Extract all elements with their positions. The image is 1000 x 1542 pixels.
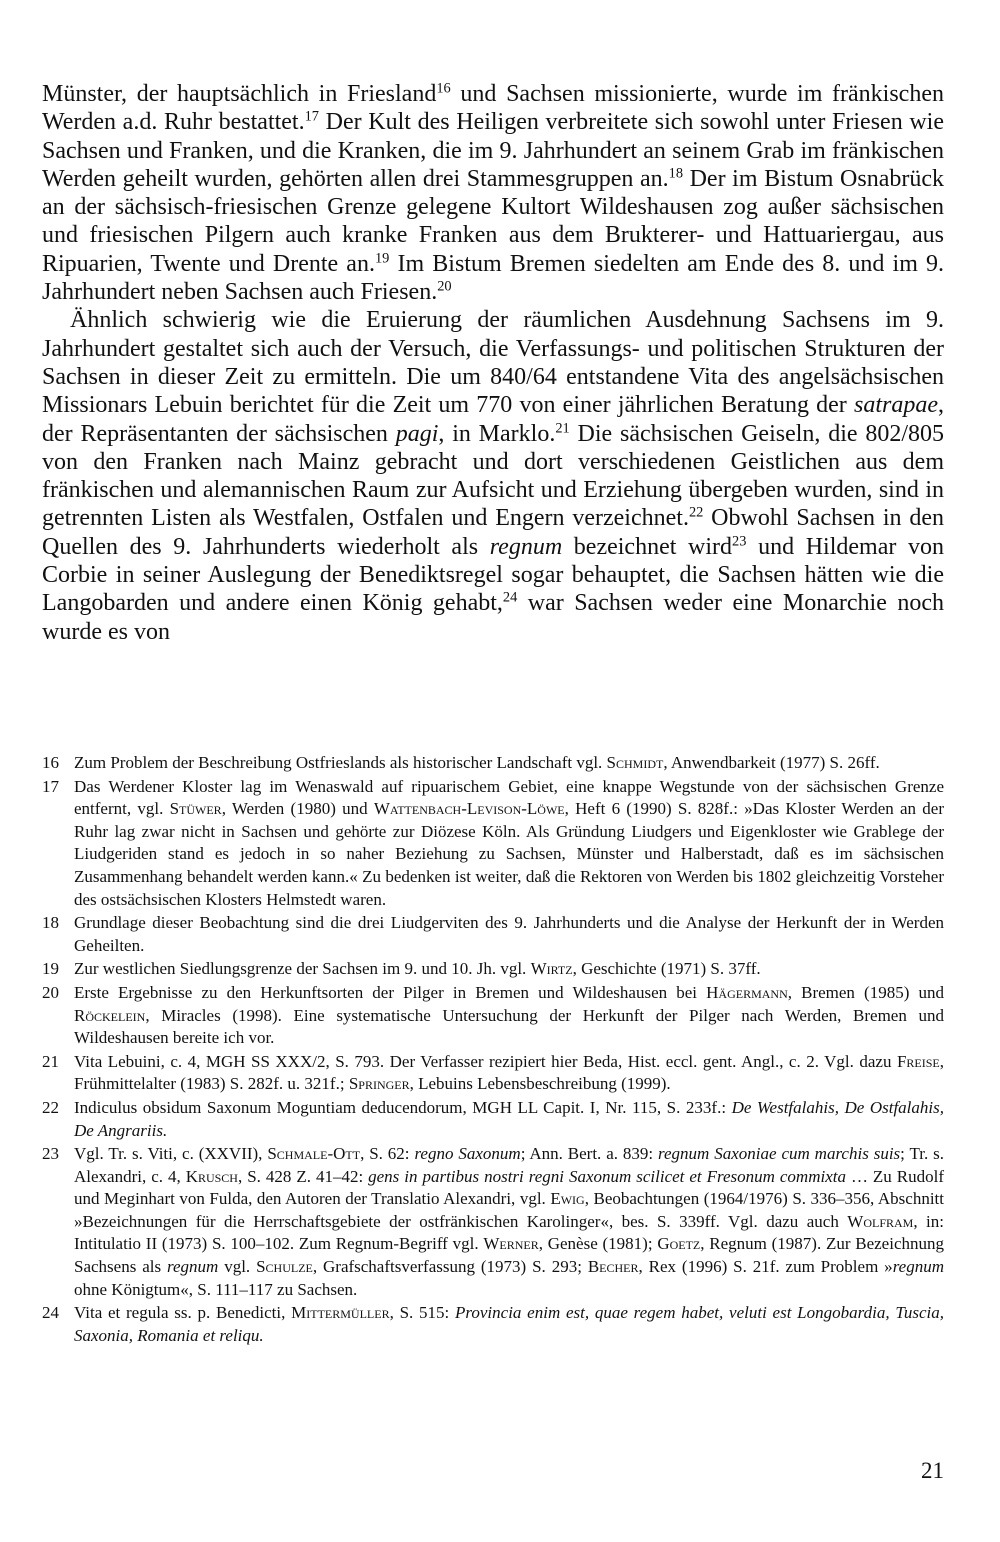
footnote-number: 16 <box>42 753 59 772</box>
footnote-ref-17: 17 <box>304 108 319 125</box>
main-text <box>42 80 944 646</box>
footnote-text: Zum Problem der Beschreibung Ostfrieslands als historischer Landschaft vgl. Schmidt, Anwendbarkeit (1977) S. 26ff. <box>74 753 880 772</box>
footnote-24 <box>42 1302 944 1347</box>
footnote-ref-20: 20 <box>437 278 452 295</box>
footnote-text: Indiculus obsidum Saxonum Moguntiam deducendorum, MGH LL Capit. I, Nr. 115, S. 233f.: De Westfalahis, De Ostfalahis, De Angrariis. <box>74 1097 944 1140</box>
footnote-ref-21: 21 <box>555 419 570 436</box>
footnote-22 <box>42 1097 944 1142</box>
paragraph-1: Münster, der hauptsächlich in Friesland$^{16}$ und Sachsen missionierte, wurde im fränkischen Werden a.d. Ruhr bestattet.$^{17}$ Der Kult des Heiligen verbreitete sich sowohl unter Friesen wie Sachsen und Franken, und die Kranken, die im 9. Jahrhundert an seinem Grab im fränkischen Werden geheilt wurden, gehörten allen drei Stammesgruppen an.$^{18}$ Der im Bistum Osnabrück an der sächsisch-friesischen Grenze gelegene Kultort Wildeshausen zog außer sächsischen und friesischen Pilgern auch kranke Franken aus dem Brukterer- und Hattuariergau, aus Ripuarien, Twente und Drente an.$^{19}$ Im Bistum Bremen siedelten am Ende des 8. und im 9. Jahrhundert neben Sachsen auch Friesen.$^{20}$ <box>42 80 945 306</box>
footnote-ref-24: 24 <box>502 589 518 606</box>
footnote-text: Das Werdener Kloster lag im Wenaswald auf ripuarischem Gebiet, eine knappe Wegstunde von der sächsischen Grenze entfernt, vgl. Stüwer, Werden (1980) und Wattenbach-Levison-Löwe, Heft 6 (1990) S. 828f.: »Das Kloster Werden an der Ruhr lag zwar nicht in Sachsen und gehörte zur Diözese Köln. Als Gründung Liudgers und Eigenkloster wie Grablege der Liudgeriden stand es jedoch in so naher Beziehung zu Sachsen, Münster und Halberstadt, daß es im sächsischen Zusammenhang behandelt werden kann.« Zu bedenken ist weiter, daß die Rektoren von Werden bis 1802 gleichzeitig Vorsteher des ostsächsischen Klosters Helmstedt waren. <box>74 776 944 909</box>
footnote-16 <box>42 752 944 775</box>
footnote-17 <box>42 776 944 912</box>
footnote-20 <box>42 982 944 1050</box>
footnote-text: Erste Ergebnisse zu den Herkunftsorten der Pilger in Bremen und Wildeshausen bei Hägermann, Bremen (1985) und Röckelein, Miracles (1998). Eine systematische Untersuchung der Herkunft der Pilger nach Werden, Bremen und Wildeshausen bereite ich vor. <box>74 982 944 1048</box>
footnote-number: 21 <box>42 1051 59 1071</box>
footnote-number: 24 <box>42 1303 59 1323</box>
footnote-ref-22: 22 <box>688 504 704 521</box>
footnote-ref-23: 23 <box>732 533 747 550</box>
footnote-number: 23 <box>42 1144 59 1164</box>
footnote-text: Zur westlichen Siedlungsgrenze der Sachsen im 9. und 10. Jh. vgl. Wirtz, Geschichte (1971) S. 37ff. <box>74 959 761 979</box>
footnote-number: 20 <box>42 982 59 1002</box>
footnote-number: 22 <box>42 1097 59 1117</box>
footnote-text: Grundlage dieser Beobachtung sind die drei Liudgerviten des 9. Jahrhunderts und die Analyse der Herkunft der in Werden Geheilten. <box>74 913 944 955</box>
footnote-number: 19 <box>42 959 59 979</box>
footnote-ref-18: 18 <box>668 165 684 182</box>
footnote-text: Vita et regula ss. p. Benedicti, Mittermüller, S. 515: Provincia enim est, quae regem habet, veluti est Longobardia, Tuscia, Saxonia, Romania et reliqu. <box>74 1303 944 1345</box>
footnote-text: Vgl. Tr. s. Viti, c. (XXVII), Schmale-Ott, S. 62: regno Saxonum; Ann. Bert. a. 839: regnum Saxoniae cum marchis suis; Tr. s. Alexandri, c. 4, Krusch, S. 428 Z. 41–42: gens in partibus nostri regni Saxonum scilicet et Fresonum commixta … Zu Rudolf und Meginhart von Fulda, den Autoren der Translatio Alexandri, vgl. Ewig, Beobachtungen (1964/1976) S. 336–356, Abschnitt »Bezeichnungen für die Herrschaftsgebiete der ostfränkischen Karolinger«, bes. S. 339ff. Vgl. dazu auch Wolfram, in: Intitulatio II (1973) S. 100–102. Zum Regnum-Begriff vgl. Werner, Genèse (1981); Goetz, Regnum (1987). Zur Bezeichnung Sachsens als regnum vgl. Schulze, Grafschaftsverfassung (1973) S. 293; Becher, Rex (1996) S. 21f. zum Problem »regnum ohne Königtum«, S. 111–117 zu Sachsen. <box>74 1144 945 1299</box>
footnote-number: 17 <box>42 776 59 796</box>
footnotes <box>42 752 944 1348</box>
footnote-21 <box>42 1051 944 1096</box>
footnote-number: 18 <box>42 913 59 933</box>
paragraph-2: Ähnlich schwierig wie die Eruierung der räumlichen Ausdehnung Sachsens im 9. Jahrhundert gestaltet sich auch der Versuch, die Verfassungs- und politischen Strukturen der Sachsen in dieser Zeit zu ermitteln. Die um 840/64 entstandene Vita des angelsächsischen Missionars Lebuin berichtet für die Zeit um 770 von einer jährlichen Beratung der satrapae, der Repräsentanten der sächsischen pagi, in Marklo.$^{21}$ Die sächsischen Geiseln, die 802/805 von den Franken nach Mainz gebracht und dort verschiedenen Geistlichen aus dem fränkischen und alemannischen Raum zur Aufsicht und Erziehung übergeben wurden, sind in getrennten Listen als Westfalen, Ostfalen und Engern verzeichnet.$^{22}$ Obwohl Sachsen in den Quellen des 9. Jahrhunderts wiederholt als regnum bezeichnet wird$^{23}$ und Hildemar von Corbie in seiner Auslegung der Benediktsregel sogar behauptet, die Sachsen hätten wie die Langobarden und andere einen König gehabt,$^{24}$ war Sachsen weder eine Monarchie noch wurde es von <box>42 307 945 645</box>
footnote-18 <box>42 912 944 957</box>
footnote-ref-16: 16 <box>436 80 451 97</box>
page-number: 21 <box>921 1458 944 1483</box>
footnote-ref-19: 19 <box>374 250 390 267</box>
footnote-23 <box>42 1143 944 1301</box>
footnote-19 <box>42 958 944 981</box>
footnote-text: Vita Lebuini, c. 4, MGH SS XXX/2, S. 793. Der Verfasser rezipiert hier Beda, Hist. eccl. gent. Angl., c. 2. Vgl. dazu Freise, Frühmittelalter (1983) S. 282f. u. 321f.; Springer, Lebuins Lebensbeschreibung (1999). <box>74 1051 944 1094</box>
